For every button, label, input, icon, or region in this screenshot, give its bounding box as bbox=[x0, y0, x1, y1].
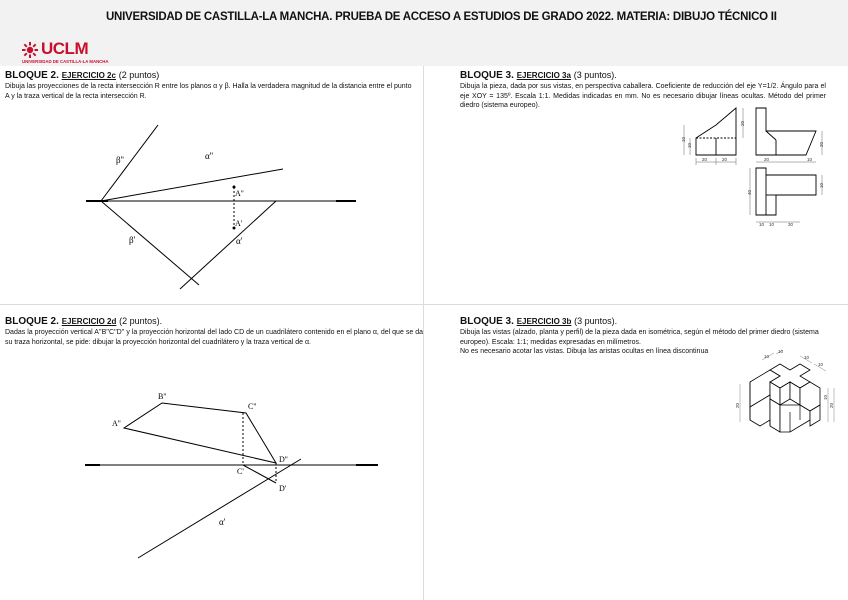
dim-label: 30 bbox=[788, 222, 794, 227]
exercise-label: EJERCICIO 2d bbox=[61, 317, 117, 326]
points-label: (3 puntos). bbox=[573, 70, 617, 80]
label-d-vertical: D'' bbox=[279, 455, 288, 464]
label-alpha-vertical: α'' bbox=[205, 151, 213, 161]
exercise-3a-heading bbox=[460, 70, 826, 81]
alpha-horizontal-trace bbox=[180, 201, 276, 289]
plan-view bbox=[756, 168, 816, 215]
exercise-2d bbox=[5, 316, 423, 347]
exercise-3b-text: Dibuja las vistas (alzado, planta y perfil) de la pieza dada en isométrica, según el método del primer diedro (sistema europeo). Escala: 1:1; medidas expresadas en milímetros. bbox=[460, 329, 819, 346]
dim-label: 20 bbox=[764, 157, 770, 162]
exercise-3b-text-2: No es necesario acotar las vistas. Dibuja las aristas ocultas en línea discontinua bbox=[460, 348, 709, 355]
points-label: (2 puntos). bbox=[119, 316, 163, 326]
exercise-label: EJERCICIO 2c bbox=[61, 71, 116, 80]
quadrilateral-vertical-projection bbox=[124, 403, 276, 463]
vertical-divider bbox=[423, 66, 424, 600]
exercise-2d-heading bbox=[5, 316, 423, 327]
label-a-vertical: A'' bbox=[112, 419, 121, 428]
label-a-vertical: A'' bbox=[235, 189, 244, 198]
dim-label: 20 bbox=[829, 402, 834, 408]
label-b-vertical: B'' bbox=[158, 392, 167, 401]
beta-horizontal-trace bbox=[101, 201, 199, 285]
dim-label: 10 bbox=[804, 355, 810, 360]
exercise-3b-isometric bbox=[730, 350, 840, 445]
exercise-2c-drawing bbox=[0, 115, 423, 300]
dim-label: 10 bbox=[823, 394, 828, 400]
label-d-horizontal: D' bbox=[279, 484, 287, 493]
uclm-logo bbox=[22, 39, 109, 64]
label-beta-horizontal: β' bbox=[129, 235, 136, 245]
dim-label: 10 bbox=[807, 157, 813, 162]
label-alpha-horizontal: α' bbox=[236, 236, 243, 246]
dim-label: 20 bbox=[702, 157, 708, 162]
alpha-horizontal-trace bbox=[138, 459, 301, 558]
alpha-vertical-trace bbox=[101, 169, 283, 201]
dim-label: 10 bbox=[769, 222, 775, 227]
exercise-2d-drawing bbox=[0, 380, 423, 580]
block-label: BLOQUE 3. bbox=[460, 70, 514, 81]
block-label: BLOQUE 3. bbox=[460, 316, 514, 327]
dim-label: 10 bbox=[819, 182, 824, 188]
horizontal-divider bbox=[0, 304, 848, 305]
dim-label: 10 bbox=[818, 362, 824, 367]
exercise-label: EJERCICIO 3b bbox=[516, 317, 572, 326]
beta-vertical-trace bbox=[101, 125, 158, 201]
dim-label: 20 bbox=[819, 141, 824, 147]
dim-label: 10 bbox=[687, 142, 692, 148]
points-label: (2 puntos) bbox=[118, 70, 160, 80]
block-label: BLOQUE 2. bbox=[5, 316, 59, 327]
label-beta-vertical: β'' bbox=[116, 155, 124, 165]
exercise-3a-statement: Dibuja la pieza, dada por sus vistas, en perspectiva caballera. Coeficiente de reducción del eje Y=1/2. Ángulo para el eje XOY = 135º. Escala 1:1. Medidas indicadas en mm. No es necesario dibujar líneas ocultas. Método del primer diedro (sistema europeo). bbox=[460, 83, 826, 109]
exercise-2c-statement: Dibuja las proyecciones de la recta intersección R entre los planos α y β. Halla la verdadera magnitud de la distancia entre el punto A y la traza vertical de la recta intersección R. bbox=[5, 83, 412, 100]
dim-label: 20 bbox=[740, 120, 745, 126]
exam-title: UNIVERSIDAD DE CASTILLA-LA MANCHA. PRUEBA DE ACCESO A ESTUDIOS DE GRADO 2022. MATERIA: DIBUJO TÉCNICO II bbox=[106, 11, 777, 23]
dim-label: 20 bbox=[735, 402, 740, 408]
side-view bbox=[756, 108, 816, 155]
exercise-3a-views bbox=[680, 100, 830, 235]
uclm-emblem-icon bbox=[22, 42, 38, 58]
exercise-2d-statement: Dadas la proyección vertical A''B''C''D'' y la proyección horizontal del lado CD de un cuadrilátero contenido en el plano α, del que se da su traza horizontal, se pide: dibujar la proyección horizontal del cuadrilátero y la traza vertical de α. bbox=[5, 329, 423, 346]
dim-label: 10 bbox=[681, 136, 686, 142]
header-bar bbox=[0, 0, 848, 66]
label-c-horizontal: C' bbox=[237, 467, 244, 476]
dim-label: 10 bbox=[764, 354, 770, 359]
exercise-2c bbox=[5, 70, 413, 101]
dim-label: 20 bbox=[722, 157, 728, 162]
label-a-horizontal: A' bbox=[235, 219, 243, 228]
logo-subtext: UNIVERSIDAD DE CASTILLA-LA MANCHA bbox=[22, 59, 109, 64]
dim-label: 10 bbox=[759, 222, 765, 227]
points-label: (3 puntos). bbox=[574, 316, 618, 326]
exercise-2c-heading bbox=[5, 70, 413, 81]
dim-label: 10 bbox=[778, 350, 784, 354]
block-label: BLOQUE 2. bbox=[5, 70, 59, 81]
exercise-3b-heading bbox=[460, 316, 840, 327]
label-alpha-horizontal: α' bbox=[219, 517, 226, 527]
side-cd-horizontal-projection bbox=[243, 465, 276, 483]
label-c-vertical: C'' bbox=[248, 402, 257, 411]
dim-label: 40 bbox=[747, 189, 752, 195]
exercise-label: EJERCICIO 3a bbox=[516, 71, 571, 80]
logo-text: UCLM bbox=[41, 39, 89, 58]
